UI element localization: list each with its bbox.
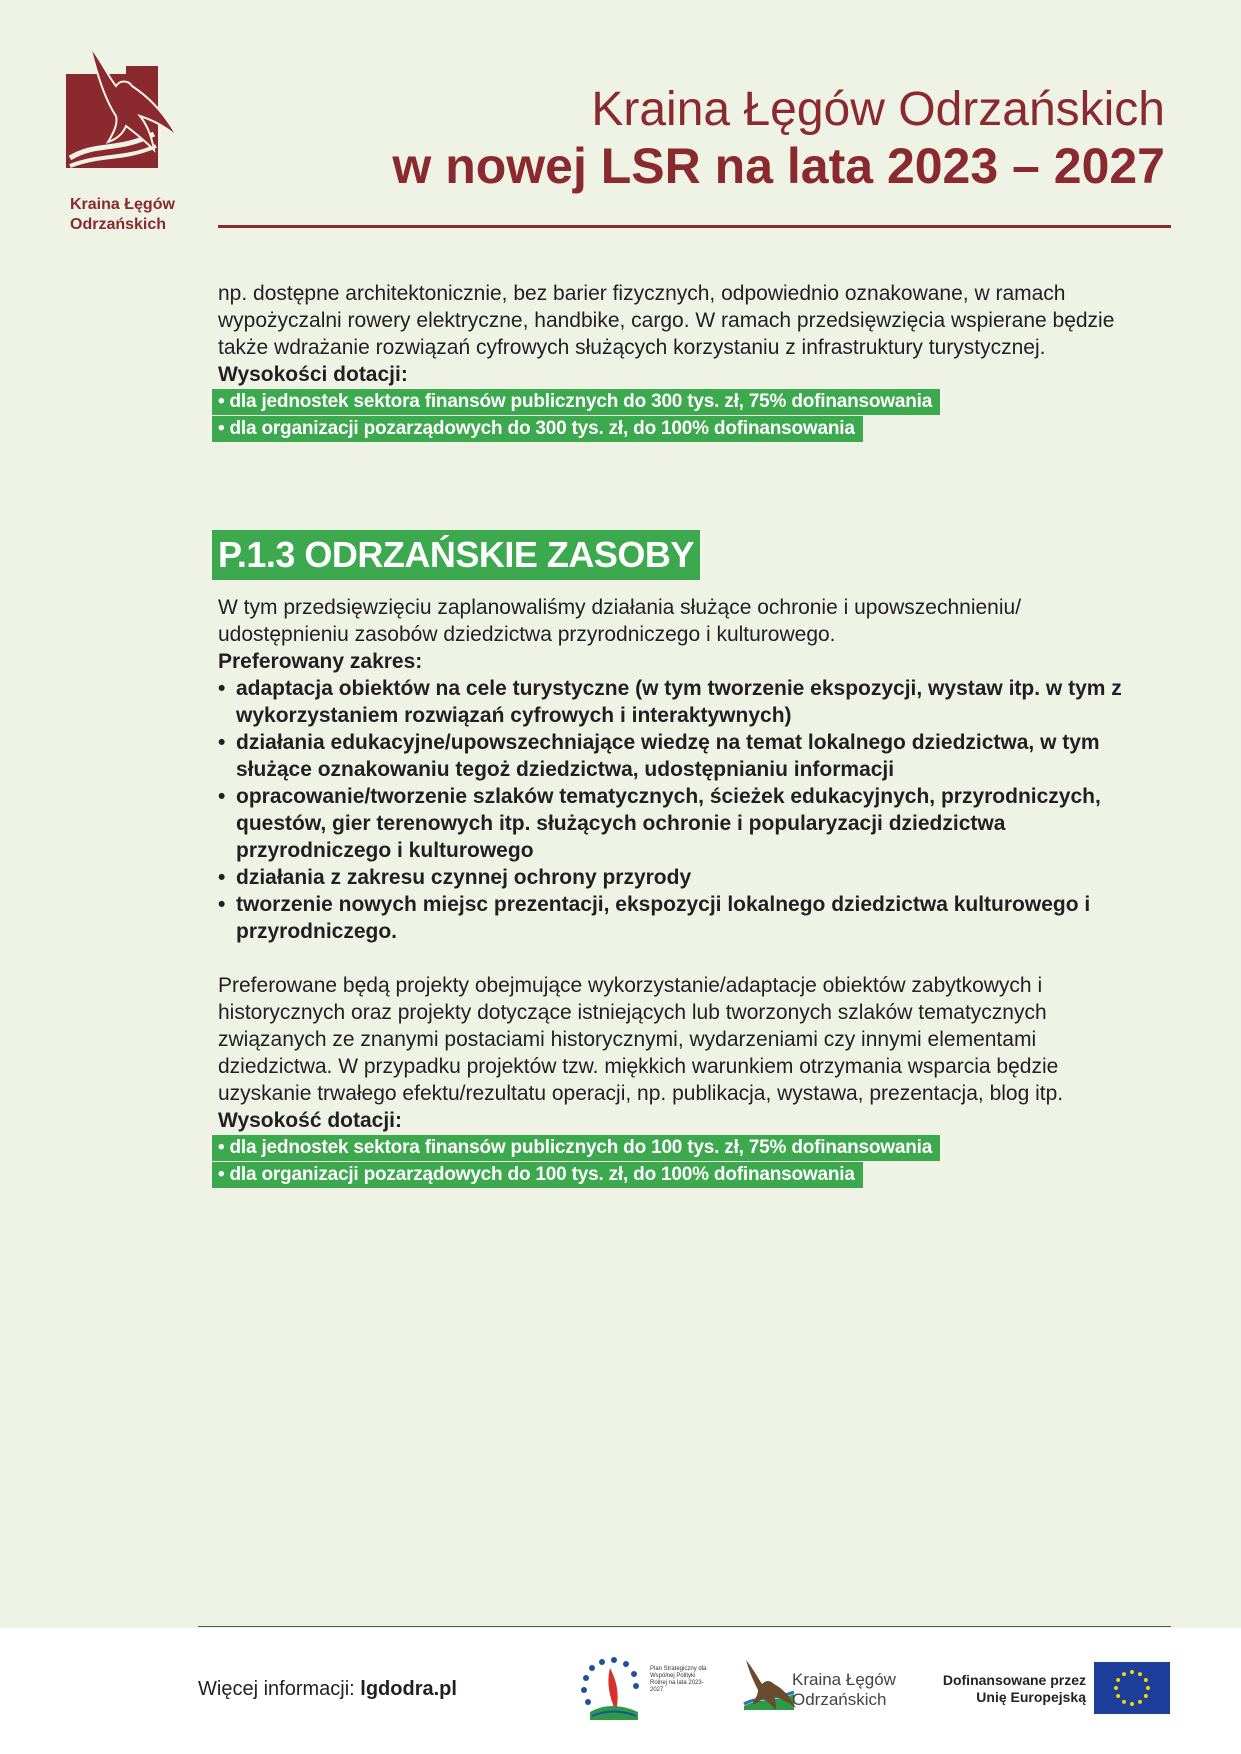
footer-divider <box>198 1626 1171 1627</box>
eu-star-icon <box>1114 1686 1118 1690</box>
eu-star-icon <box>1144 1694 1148 1698</box>
eu-star-icon <box>1144 1678 1148 1682</box>
footer-info-label: Więcej informacji: <box>198 1678 355 1700</box>
page-title <box>392 82 1165 194</box>
eu-star-icon <box>1130 1702 1134 1706</box>
logo-text-line1: Kraina Łęgów <box>70 196 175 213</box>
kraina-logo-text <box>792 1670 896 1710</box>
pref-list <box>218 675 1138 945</box>
section-paragraph: Preferowane będą projekty obejmujące wykorzystanie/adaptacje obiektów zabytkowych i historycznych oraz projekty dotyczące istniejących lub tworzonych szlaków tematycznych związanych ze znanymi postaciami historycznymi, wydarzeniami czy innymi elementami dziedzictwa. W przypadku projektów tzw. miękkich warunkiem otrzymania wsparcia będzie uzyskanie trwałego efektu/rezultatu operacji, np. publikacja, wystawa, prezentacja, blog itp. <box>218 974 1064 1105</box>
section-title: P.1.3 ODRZAŃSKIE ZASOBY <box>212 530 700 580</box>
eu-flag-icon <box>1094 1662 1170 1714</box>
footer-info <box>198 1678 457 1701</box>
header-divider <box>218 225 1171 228</box>
kraina-logo-icon <box>740 1656 800 1714</box>
eu-star-icon <box>1116 1678 1120 1682</box>
eu-text-line1: Dofinansowane przez <box>942 1672 1086 1688</box>
grant-item: • dla organizacji pozarządowych do 100 tys. zł, do 100% dofinansowania <box>212 1162 863 1188</box>
eu-text-line2: Unię Europejską <box>976 1689 1086 1705</box>
pref-heading: Preferowany zakres: <box>218 650 423 673</box>
page-title-line2: w nowej LSR na lata 2023 – 2027 <box>392 138 1165 194</box>
prev-grant-heading: Wysokości dotacji: <box>218 363 408 386</box>
page-title-line1: Kraina Łęgów Odrzańskich <box>591 83 1165 136</box>
prev-paragraph: np. dostępne architektonicznie, bez barier fizycznych, odpowiednio oznakowane, w ramach wypożyczalni rowery elektryczne, handbike, cargo. W ramach przedsięwzięcia wspierane będzie także wdrażanie rozwiązań cyfrowych służących korzystaniu z infrastruktury turystycznej. <box>218 282 1115 359</box>
list-item: • opracowanie/tworzenie szlaków tematycznych, ścieżek edukacyjnych, przyrodniczych, questów, gier terenowych itp. służących ochronie i popularyzacji dziedzictwa przyrodniczego i kulturowego <box>218 783 1138 864</box>
grant-item: • dla jednostek sektora finansów publicznych do 100 tys. zł, 75% dofinansowania <box>212 1135 940 1161</box>
eu-star-icon <box>1138 1700 1142 1704</box>
logo-text-line2: Odrzańskich <box>70 216 167 233</box>
grant-list <box>218 1134 1138 1188</box>
section-intro: W tym przedsięwzięciu zaplanowaliśmy działania służące ochronie i upowszechnieniu/ udostępnieniu zasobów dziedzictwa przyrodniczego i kulturowego. <box>218 596 1022 646</box>
grant-item: • dla organizacji pozarządowych do 300 tys. zł, do 100% dofinansowania <box>212 416 863 442</box>
eu-star-icon <box>1146 1686 1150 1690</box>
kraina-text-line2: Odrzańskich <box>792 1690 887 1709</box>
grant-heading: Wysokość dotacji: <box>218 1109 402 1132</box>
plan-strategiczny-text: Plan Strategiczny dla Wspólnej Polityki Rolnej na lata 2023-2027 <box>650 1666 707 1693</box>
eu-star-icon <box>1122 1672 1126 1676</box>
list-item: • działania edukacyjne/upowszechniające wiedzę na temat lokalnego dziedzictwa, w tym służące oznakowaniu tegoż dziedzictwa, udostępnianiu informacji <box>218 729 1138 783</box>
eu-star-icon <box>1116 1694 1120 1698</box>
eu-funding-text <box>928 1672 1086 1706</box>
prev-grant-list <box>218 388 1138 442</box>
website-link[interactable]: lgdodra.pl <box>360 1678 457 1700</box>
list-item: • tworzenie nowych miejsc prezentacji, ekspozycji lokalnego dziedzictwa kulturowego i przyrodniczego. <box>218 891 1138 945</box>
main-content <box>218 280 1138 1188</box>
list-item: • adaptacja obiektów na cele turystyczne (w tym tworzenie ekspozycji, wystaw itp. w tym z wykorzystaniem rozwiązań cyfrowych i interaktywnych) <box>218 675 1138 729</box>
kraina-text-line1: Kraina Łęgów <box>792 1670 896 1689</box>
grant-item: • dla jednostek sektora finansów publicznych do 300 tys. zł, 75% dofinansowania <box>212 389 940 415</box>
eu-star-icon <box>1138 1672 1142 1676</box>
eu-star-icon <box>1130 1670 1134 1674</box>
eu-star-icon <box>1122 1700 1126 1704</box>
list-item: • działania z zakresu czynnej ochrony przyrody <box>218 864 1138 891</box>
